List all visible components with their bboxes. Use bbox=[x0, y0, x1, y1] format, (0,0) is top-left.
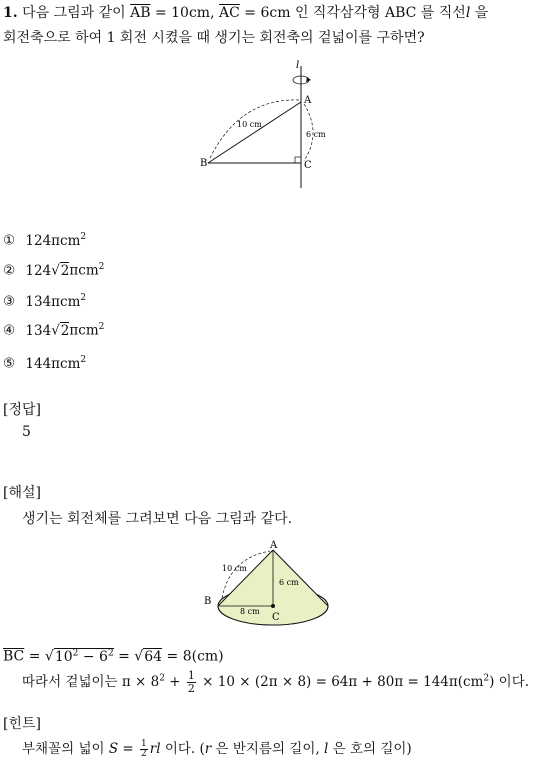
cone-figure bbox=[200, 538, 334, 638]
frac-den: 2 bbox=[187, 682, 195, 695]
bc-eq-6: = bbox=[118, 648, 130, 665]
choice-4-mark: ④ bbox=[3, 322, 16, 339]
segment-ac-label: $\overline{AC}$ bbox=[218, 5, 240, 21]
choice-3-text: 134πcm bbox=[25, 293, 81, 310]
label-6cm: 6 cm bbox=[279, 578, 299, 587]
question-text-end: 을 bbox=[474, 5, 489, 21]
hint-frac-num: 1 bbox=[141, 739, 147, 749]
frac-num: 1 bbox=[187, 669, 195, 682]
bc-equation: $\overline{BC} = √10^2 - 6^2 = √64 = 8(cm)$ bbox=[3, 648, 224, 665]
surface-area-end: ) 이다. bbox=[489, 674, 530, 690]
explanation-text: 생기는 회전체를 그려보면 다음 그림과 같다. bbox=[22, 511, 293, 527]
triangle-figure bbox=[200, 58, 340, 192]
bc-eq-2: 10 bbox=[54, 648, 73, 665]
explanation-header: [해설] bbox=[3, 485, 41, 501]
choice-5-text: 144πcm bbox=[25, 355, 81, 372]
choice-1-sup: 2 bbox=[80, 232, 87, 242]
label-10cm: 10 cm bbox=[237, 120, 262, 129]
line-variable: l bbox=[465, 5, 471, 21]
choice-2-post: πcm bbox=[69, 262, 99, 279]
choice-5-sup: 2 bbox=[80, 355, 87, 365]
bc-eq-3: 2 bbox=[72, 648, 79, 658]
label-c: C bbox=[304, 160, 312, 171]
choice-3-sup: 2 bbox=[80, 293, 87, 303]
choice-2-mark: ② bbox=[3, 262, 16, 279]
surface-area-plus: + bbox=[169, 674, 181, 690]
surface-area-line bbox=[22, 670, 529, 695]
right-angle-mark bbox=[295, 157, 301, 163]
answer-value: 5 bbox=[22, 424, 31, 440]
cone-center-dot bbox=[271, 604, 275, 608]
label-6cm: 6 cm bbox=[306, 130, 326, 139]
hint-end: 은 호의 길이) bbox=[332, 741, 412, 757]
label-b: B bbox=[204, 596, 212, 607]
label-a: A bbox=[270, 540, 278, 551]
bc-eq-5: 2 bbox=[107, 648, 114, 658]
choice-3[interactable] bbox=[3, 293, 86, 310]
hint-text bbox=[22, 737, 412, 759]
hint-mid: 은 반지름의 길이, bbox=[215, 741, 320, 757]
choice-2-sqrt: 2 bbox=[60, 262, 70, 279]
hint-frac-den: 2 bbox=[141, 749, 147, 759]
bc-eq-4: − 6 bbox=[82, 648, 108, 665]
choice-2-text: 124 bbox=[25, 262, 52, 279]
hint-post: 이다. ( bbox=[164, 741, 205, 757]
label-8cm: 8 cm bbox=[240, 607, 260, 616]
segment-ac-value: = 6cm bbox=[244, 5, 291, 21]
surface-area-sup2: 2 bbox=[483, 673, 490, 684]
label-a: A bbox=[304, 95, 312, 106]
surface-area-fraction bbox=[187, 670, 196, 695]
choice-4[interactable]: ④ 134√2πcm$^2$ bbox=[3, 322, 105, 339]
choice-3-mark: ③ bbox=[3, 293, 16, 310]
bc-eq-7: 64 bbox=[144, 648, 163, 665]
bc-eq-1: = bbox=[28, 648, 41, 665]
choice-2-sup: 2 bbox=[98, 262, 105, 272]
hint-r: r bbox=[204, 741, 212, 757]
question-line-1 bbox=[3, 3, 488, 23]
hypotenuse-ab bbox=[208, 102, 301, 163]
surface-area-pre: 따라서 겉넓이는 π × 8 bbox=[22, 674, 160, 690]
choice-4-post: πcm bbox=[69, 322, 99, 339]
label-10cm: 10 cm bbox=[222, 564, 247, 573]
surface-area-post: × 10 × (2π × 8) = 64π + 80π = 144π(cm bbox=[202, 674, 484, 690]
label-l: l bbox=[296, 60, 300, 71]
hint-formula-s: S = bbox=[108, 741, 134, 757]
choice-5[interactable] bbox=[3, 355, 86, 372]
answer-header: [정답] bbox=[3, 402, 41, 418]
hint-formula-rl: rl bbox=[149, 741, 161, 757]
segment-ab-label: $\overline{AB}$ bbox=[130, 5, 151, 21]
choice-4-sup: 2 bbox=[98, 322, 105, 332]
segment-ab-value: = 10cm, bbox=[154, 5, 215, 21]
choice-1[interactable] bbox=[3, 232, 86, 249]
bc-eq-8: = 8(cm) bbox=[166, 648, 224, 665]
question-line-2: 회전축으로 하여 1 회전 시켰을 때 생기는 회전축의 겉넓이를 구하면? bbox=[3, 30, 425, 46]
question-text-pre: 다음 그림과 같이 bbox=[22, 5, 126, 21]
label-c: C bbox=[272, 612, 280, 623]
bc-label: $\overline{BC}$ bbox=[3, 648, 25, 665]
question-number: 1. bbox=[3, 5, 18, 21]
hint-pre: 부채꼴의 넓이 bbox=[22, 741, 105, 757]
choice-4-text: 134 bbox=[25, 322, 52, 339]
label-b: B bbox=[200, 158, 208, 169]
surface-area-sup: 2 bbox=[159, 673, 165, 684]
choice-2[interactable]: ② 124√2πcm$^2$ bbox=[3, 262, 105, 279]
hint-fraction bbox=[140, 740, 148, 759]
choice-5-mark: ⑤ bbox=[3, 355, 16, 372]
choice-4-sqrt: 2 bbox=[60, 322, 70, 339]
question-text-post: 인 직각삼각형 ABC 를 직선 bbox=[294, 5, 466, 21]
choice-1-mark: ① bbox=[3, 232, 16, 249]
hint-header: [힌트] bbox=[3, 716, 41, 732]
hint-l: l bbox=[323, 741, 329, 757]
choice-1-text: 124πcm bbox=[25, 232, 81, 249]
